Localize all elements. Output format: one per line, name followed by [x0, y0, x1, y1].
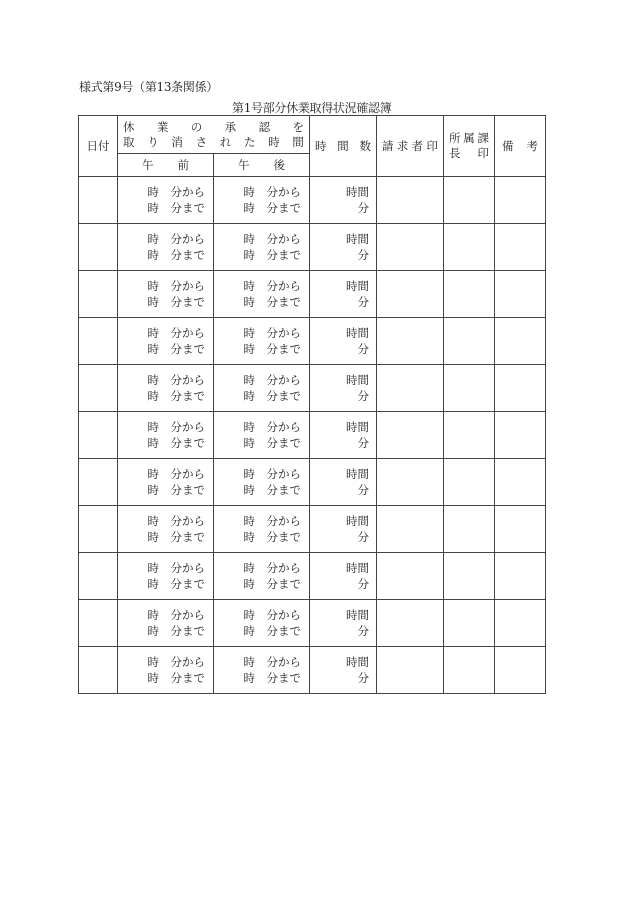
header-hours: 時 間 数: [310, 116, 377, 177]
pm-time-cell[interactable]: 時 分から 時 分まで: [214, 318, 310, 365]
requester-seal-cell[interactable]: [377, 412, 444, 459]
am-time-cell[interactable]: 時 分から 時 分まで: [118, 459, 214, 506]
hours-cell[interactable]: 時間 分: [310, 412, 377, 459]
table-row: [79, 365, 546, 412]
header-remarks: 備 考: [495, 116, 546, 177]
header-cancel-time-line2: 取 り 消 さ れ た 時 間: [123, 134, 304, 149]
chief-seal-cell[interactable]: [444, 365, 495, 412]
remarks-cell[interactable]: [495, 506, 546, 553]
am-time-cell[interactable]: 時 分から 時 分まで: [118, 271, 214, 318]
remarks-cell[interactable]: [495, 647, 546, 694]
header-requester-seal: 請 求 者 印: [377, 116, 444, 177]
hours-cell[interactable]: 時間 分: [310, 459, 377, 506]
table-row: [79, 318, 546, 365]
remarks-cell[interactable]: [495, 459, 546, 506]
date-cell[interactable]: [79, 553, 118, 600]
remarks-cell[interactable]: [495, 177, 546, 224]
am-time-cell[interactable]: 時 分から 時 分まで: [118, 600, 214, 647]
am-time-cell[interactable]: 時 分から 時 分まで: [118, 412, 214, 459]
requester-seal-cell[interactable]: [377, 553, 444, 600]
am-time-cell[interactable]: 時 分から 時 分まで: [118, 506, 214, 553]
table-row: [79, 506, 546, 553]
hours-cell[interactable]: 時間 分: [310, 365, 377, 412]
chief-seal-cell[interactable]: [444, 224, 495, 271]
am-time-cell[interactable]: 時 分から 時 分まで: [118, 318, 214, 365]
chief-seal-cell[interactable]: [444, 647, 495, 694]
pm-time-cell[interactable]: 時 分から 時 分まで: [214, 553, 310, 600]
form-number: 様式第9号（第13条関係）: [79, 80, 219, 94]
requester-seal-cell[interactable]: [377, 459, 444, 506]
table-row: [79, 459, 546, 506]
hours-cell[interactable]: 時間 分: [310, 647, 377, 694]
requester-seal-cell[interactable]: [377, 506, 444, 553]
date-cell[interactable]: [79, 271, 118, 318]
hours-cell[interactable]: 時間 分: [310, 318, 377, 365]
table-row: [79, 224, 546, 271]
document-title: 第1号部分休業取得状況確認簿: [232, 101, 392, 115]
table-row: [79, 553, 546, 600]
hours-cell[interactable]: 時間 分: [310, 506, 377, 553]
date-cell[interactable]: [79, 600, 118, 647]
date-cell[interactable]: [79, 459, 118, 506]
requester-seal-cell[interactable]: [377, 224, 444, 271]
table-row: [79, 177, 546, 224]
requester-seal-cell[interactable]: [377, 365, 444, 412]
chief-seal-cell[interactable]: [444, 459, 495, 506]
pm-time-cell[interactable]: 時 分から 時 分まで: [214, 506, 310, 553]
hours-cell[interactable]: 時間 分: [310, 224, 377, 271]
pm-time-cell[interactable]: 時 分から 時 分まで: [214, 459, 310, 506]
hours-cell[interactable]: 時間 分: [310, 553, 377, 600]
pm-time-cell[interactable]: 時 分から 時 分まで: [214, 412, 310, 459]
remarks-cell[interactable]: [495, 365, 546, 412]
remarks-cell[interactable]: [495, 271, 546, 318]
chief-seal-cell[interactable]: [444, 412, 495, 459]
leave-record-table: [78, 115, 546, 694]
pm-time-cell[interactable]: 時 分から 時 分まで: [214, 271, 310, 318]
hours-cell[interactable]: 時間 分: [310, 271, 377, 318]
am-time-cell[interactable]: 時 分から 時 分まで: [118, 553, 214, 600]
am-time-cell[interactable]: 時 分から 時 分まで: [118, 224, 214, 271]
pm-time-cell[interactable]: 時 分から 時 分まで: [214, 600, 310, 647]
remarks-cell[interactable]: [495, 600, 546, 647]
chief-seal-cell[interactable]: [444, 506, 495, 553]
chief-seal-cell[interactable]: [444, 177, 495, 224]
date-cell[interactable]: [79, 318, 118, 365]
header-am: 午 前: [118, 154, 214, 177]
requester-seal-cell[interactable]: [377, 177, 444, 224]
table-row: [79, 600, 546, 647]
chief-seal-cell[interactable]: [444, 271, 495, 318]
am-time-cell[interactable]: 時 分から 時 分まで: [118, 177, 214, 224]
requester-seal-cell[interactable]: [377, 600, 444, 647]
hours-cell[interactable]: 時間 分: [310, 600, 377, 647]
requester-seal-cell[interactable]: [377, 318, 444, 365]
hours-cell[interactable]: 時間 分: [310, 177, 377, 224]
header-pm: 午 後: [214, 154, 310, 177]
table-row: [79, 647, 546, 694]
header-date: 日付: [79, 116, 118, 177]
am-time-cell[interactable]: 時 分から 時 分まで: [118, 365, 214, 412]
date-cell[interactable]: [79, 365, 118, 412]
pm-time-cell[interactable]: 時 分から 時 分まで: [214, 224, 310, 271]
date-cell[interactable]: [79, 647, 118, 694]
requester-seal-cell[interactable]: [377, 647, 444, 694]
pm-time-cell[interactable]: 時 分から 時 分まで: [214, 647, 310, 694]
chief-seal-cell[interactable]: [444, 318, 495, 365]
pm-time-cell[interactable]: 時 分から 時 分まで: [214, 177, 310, 224]
header-chief-seal: 所 属 課 長 印: [444, 116, 495, 177]
remarks-cell[interactable]: [495, 318, 546, 365]
header-cancel-time: [118, 116, 310, 154]
date-cell[interactable]: [79, 506, 118, 553]
date-cell[interactable]: [79, 224, 118, 271]
remarks-cell[interactable]: [495, 224, 546, 271]
table-row: [79, 412, 546, 459]
chief-seal-cell[interactable]: [444, 553, 495, 600]
am-time-cell[interactable]: 時 分から 時 分まで: [118, 647, 214, 694]
date-cell[interactable]: [79, 412, 118, 459]
table-row: [79, 271, 546, 318]
chief-seal-cell[interactable]: [444, 600, 495, 647]
requester-seal-cell[interactable]: [377, 271, 444, 318]
remarks-cell[interactable]: [495, 553, 546, 600]
pm-time-cell[interactable]: 時 分から 時 分まで: [214, 365, 310, 412]
date-cell[interactable]: [79, 177, 118, 224]
remarks-cell[interactable]: [495, 412, 546, 459]
header-cancel-time-line1: 休 業 の 承 認 を: [123, 119, 304, 134]
